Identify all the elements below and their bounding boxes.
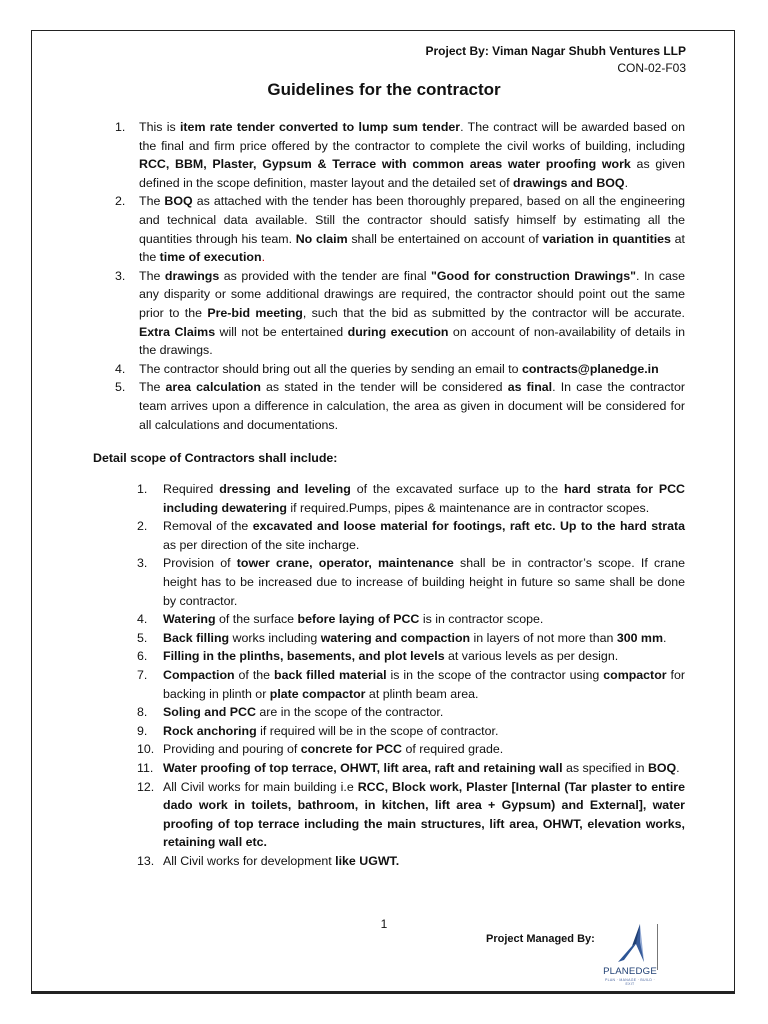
text: The xyxy=(139,194,165,209)
scope-item xyxy=(137,759,685,778)
scope-item xyxy=(137,852,685,871)
text: on account of non-availability of details in the drawings. xyxy=(139,324,685,358)
list-item-number: 4. xyxy=(115,361,126,376)
text: if required will be in the scope of contractor. xyxy=(256,723,499,738)
text: at various levels as per design. xyxy=(444,649,619,664)
bold-text: tower crane, operator, maintenance xyxy=(236,556,454,571)
list-item-number: 11. xyxy=(137,760,154,775)
text: at the xyxy=(139,231,685,265)
text: Providing and pouring of xyxy=(163,742,301,757)
text: . In case the contractor team arrives upon a difference in calculation, the area as given in document will be considered for all calculations and documentations. xyxy=(139,380,685,432)
text: in layers of not more than xyxy=(470,630,617,645)
text: The xyxy=(139,268,165,283)
scope-item xyxy=(137,480,685,517)
text: as per direction of the site incharge. xyxy=(163,537,360,552)
list-item-number: 2. xyxy=(115,194,126,209)
bold-text: Extra Claims xyxy=(139,324,216,339)
list-item-number: 5. xyxy=(115,380,126,395)
text: as stated in the tender will be considered xyxy=(260,380,508,395)
text: Removal of the xyxy=(163,519,253,534)
list-item-number: 3. xyxy=(115,268,126,283)
text: at plinth beam area. xyxy=(365,686,479,701)
text: The contractor should bring out all the queries by sending an email to xyxy=(139,361,522,376)
bold-text: plate compactor xyxy=(269,686,366,701)
scope-item xyxy=(137,666,685,703)
text: as provided with the tender are final xyxy=(219,268,432,283)
scope-item xyxy=(137,703,685,722)
page-number: 1 xyxy=(380,917,388,931)
text: . In case any disparity or some additional drawings are required, the contractor should point out the same prior to the xyxy=(139,268,685,320)
logo-divider xyxy=(657,924,658,970)
guideline-item xyxy=(115,360,685,379)
bold-text: RCC, Block work, Plaster [Internal (Tar plaster to entire dado work in toilets, bathroom, in kitchen, lift area + Gypsum) and External], water proofing of top terrace including the main structures, lift area, OHWT, elevation works, retaining wall etc. xyxy=(163,779,685,850)
bold-text: before laying of PCC xyxy=(297,612,420,627)
bold-text: Filling in the plinths, basements, and plot levels xyxy=(163,649,445,664)
bold-text: variation in quantities xyxy=(542,231,671,246)
text: of the excavated surface up to the xyxy=(350,482,565,496)
scope-item xyxy=(137,740,685,759)
bold-text: time of execution xyxy=(159,250,262,265)
text: are in the scope of the contractor. xyxy=(255,705,444,720)
list-item-number: 4. xyxy=(137,612,148,627)
list-item-number: 8. xyxy=(137,705,148,720)
text: . xyxy=(662,630,667,645)
text: works including xyxy=(229,630,321,645)
bold-text: like UGWT. xyxy=(335,853,400,868)
list-item-number: 3. xyxy=(137,556,148,571)
text: is in the scope of the contractor using xyxy=(386,667,604,682)
bold-text: Compaction xyxy=(163,667,235,682)
project-by-label: Project By: Viman Nagar Shubh Ventures LLP xyxy=(425,44,686,58)
guideline-item xyxy=(115,118,685,192)
planedge-logo xyxy=(600,922,658,984)
text: . The contract will be awarded based on the final and firm price offered by the contractor to complete the civil works of building, including xyxy=(139,120,685,153)
bold-text: BOQ xyxy=(647,760,677,775)
list-item-number: 12. xyxy=(137,779,155,794)
bold-text: Rock anchoring xyxy=(163,723,257,738)
text: for backing in plinth or xyxy=(163,667,685,701)
text: as given defined in the scope definition, master layout and the detailed set of xyxy=(139,157,685,190)
text: . xyxy=(624,175,629,190)
text: , such that the bid as submitted by the contractor will be accurate. xyxy=(302,305,685,320)
planedge-arrow-logo-icon xyxy=(600,922,658,968)
guideline-item xyxy=(115,267,685,360)
document-title: Guidelines for the contractor xyxy=(267,80,501,99)
bold-text: 300 mm xyxy=(616,630,663,645)
text: if required.Pumps, pipes & maintenance are in contractor scopes. xyxy=(286,500,650,515)
bold-text: Soling and PCC xyxy=(163,705,256,720)
text: Required xyxy=(163,482,220,496)
text: will not be entertained xyxy=(215,324,348,339)
bold-text: BOQ xyxy=(164,194,193,209)
list-item-number: 1. xyxy=(137,482,148,496)
bold-text: as final xyxy=(507,380,553,395)
guideline-item xyxy=(115,192,685,266)
bold-text: drawings and BOQ xyxy=(513,175,625,190)
bold-text: "Good for construction Drawings" xyxy=(431,268,637,283)
logo-tagline: PLAN · MANAGE · BUILD · EXIT xyxy=(605,978,655,986)
bold-text: Water proofing of top terrace, OHWT, lift area, raft and retaining wall xyxy=(163,760,563,775)
list-item-number: 13. xyxy=(137,853,155,868)
bold-text: RCC, BBM, Plaster, Gypsum & Terrace with common areas water proofing work xyxy=(139,157,631,172)
list-item-number: 7. xyxy=(137,667,148,682)
bold-text: hard strata for PCC including dewatering xyxy=(163,482,685,515)
bold-text: contracts@planedge.in xyxy=(521,361,659,376)
text: All Civil works for main building i.e xyxy=(163,779,358,794)
text: shall be in contractor’s scope. If crane height has to be increased due to increase of building height in future so same shall be done by contractor. xyxy=(163,556,685,608)
text: as specified in xyxy=(562,760,648,775)
list-item-number: 6. xyxy=(137,649,148,664)
bold-text: area calculation xyxy=(165,380,261,395)
text: Provision of xyxy=(163,556,237,571)
scope-item xyxy=(137,554,685,610)
bold-text: item rate tender converted to lump sum tender xyxy=(179,120,461,134)
bold-text: drawings xyxy=(164,268,220,283)
list-item-number: 2. xyxy=(137,519,148,534)
list-item-number: 9. xyxy=(137,723,148,738)
bold-text: Watering xyxy=(163,612,216,627)
guidelines-list xyxy=(115,118,685,434)
scope-item xyxy=(137,647,685,666)
guideline-item xyxy=(115,378,685,434)
text: . xyxy=(676,760,680,775)
bold-text: during execution xyxy=(347,324,449,339)
scope-item xyxy=(137,610,685,629)
scope-list xyxy=(137,480,685,870)
text: All Civil works for development xyxy=(163,853,336,868)
bold-text: No claim xyxy=(295,231,348,246)
text: . xyxy=(261,250,266,265)
document-code: CON-02-F03 xyxy=(617,61,686,75)
project-managed-by-label: Project Managed By: xyxy=(486,933,595,945)
text: as attached with the tender has been thoroughly prepared, based on all the engineering and technical data available. Still the contractor should satisfy himself by estimating all the quantities through his team. xyxy=(139,194,685,246)
list-item-number: 1. xyxy=(115,120,126,134)
bold-text: Pre-bid meeting xyxy=(207,305,303,320)
bold-text: concrete for PCC xyxy=(300,742,402,757)
text: shall be entertained on account of xyxy=(347,231,543,246)
bold-text: dressing and leveling xyxy=(219,482,351,496)
scope-item xyxy=(137,722,685,741)
list-item-number: 5. xyxy=(137,630,148,645)
bold-text: watering and compaction xyxy=(320,630,471,645)
scope-item xyxy=(137,629,685,648)
scope-item xyxy=(137,517,685,554)
text: This is xyxy=(139,120,180,134)
bold-text: Back filling xyxy=(163,630,230,645)
scope-item xyxy=(137,778,685,852)
text: of required grade. xyxy=(402,742,504,757)
text: is in contractor scope. xyxy=(419,612,544,627)
text: of the xyxy=(234,667,274,682)
text: of the surface xyxy=(215,612,298,627)
bold-text: back filled material xyxy=(274,667,387,682)
list-item-number: 10. xyxy=(137,742,155,757)
logo-text: PLANEDGE xyxy=(603,966,657,977)
bold-text: excavated and loose material for footings, raft etc. Up to the hard strata xyxy=(252,519,685,534)
bold-text: compactor xyxy=(603,667,667,682)
scope-heading: Detail scope of Contractors shall include: xyxy=(93,451,338,465)
text: The xyxy=(139,380,166,395)
